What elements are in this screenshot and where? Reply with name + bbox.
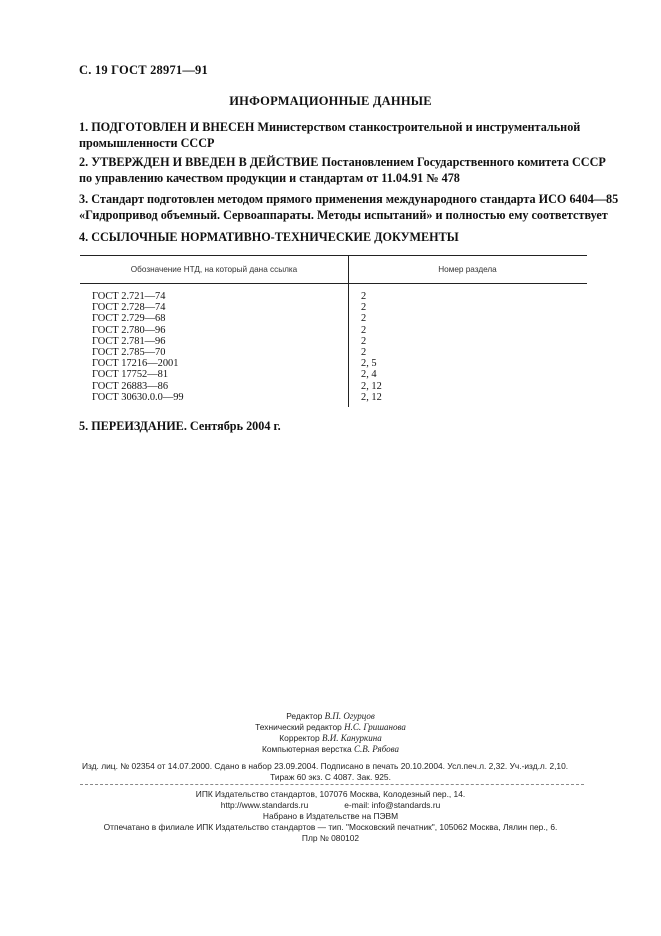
credit-name: В.И. Кануркина (321, 733, 382, 743)
section-title: ИНФОРМАЦИОННЫЕ ДАННЫЕ (229, 94, 432, 108)
credit-line (0, 711, 661, 722)
table-row (80, 302, 587, 313)
info-item-2 (79, 155, 619, 186)
website-link[interactable]: http://www.standards.ru (220, 800, 309, 810)
imprint-block (0, 789, 661, 844)
publisher-address: ИПК Издательство стандартов, 107076 Москва, Колодезный пер., 14. (195, 789, 466, 799)
item-text: Постановлением Государственного комитета СССР по управлению качеством продукции и стандартам от 11.04.91 № 478 (79, 155, 606, 185)
table-row (80, 392, 587, 403)
credit-role: Корректор (279, 733, 320, 743)
item-number: 4. (79, 230, 89, 244)
table-row (80, 313, 587, 324)
doc-cell: ГОСТ 2.785—70 (92, 346, 166, 358)
table-header-section: Номер раздела (438, 265, 497, 274)
publication-license-line: Изд. лиц. № 02354 от 14.07.2000. Сдано в набор 23.09.2004. Подписано в печать 20.10.2004. Усл.печ.л. 2,32. Уч.-изд.л. 2,10. (82, 761, 569, 771)
footer-divider (80, 784, 584, 785)
item-lead: ПОДГОТОВЛЕН И ВНЕСЕН (91, 120, 255, 134)
info-item-4 (79, 230, 619, 246)
doc-cell: ГОСТ 30630.0.0—99 (92, 391, 184, 403)
credit-role: Технический редактор (255, 722, 342, 732)
table-row (80, 336, 587, 347)
item-text: Стандарт подготовлен методом прямого применения международного стандарта ИСО 6404—85 «Гидропривод объемный. Сервоаппараты. Методы испытаний» и полностью ему соответствует (79, 192, 619, 222)
item-number: 1. (79, 120, 89, 134)
section-cell: 2 (361, 335, 367, 347)
table-header-document: Обозначение НТД, на который дана ссылка (130, 265, 298, 274)
credit-name: В.П. Огурцов (324, 711, 375, 721)
section-cell: 2, 4 (361, 369, 377, 381)
credit-role: Редактор (286, 711, 323, 721)
section-cell: 2, 12 (361, 391, 382, 403)
doc-cell: ГОСТ 17216—2001 (92, 358, 179, 370)
table-row (80, 369, 587, 380)
item-lead: УТВЕРЖДЕН И ВВЕДЕН В ДЕЙСТВИЕ (91, 155, 319, 169)
table-row (80, 381, 587, 392)
contacts-line (0, 800, 661, 811)
doc-cell: ГОСТ 2.780—96 (92, 324, 166, 336)
license-number: Плр № 080102 (301, 833, 360, 843)
table-row (80, 291, 587, 302)
table-row (80, 347, 587, 358)
printed-note: Отпечатано в филиале ИПК Издательство стандартов — тип. "Московский печатник", 105062 Москва, Лялин пер., 6. (103, 822, 558, 832)
table-top-rule (80, 255, 587, 256)
page-header: С. 19 ГОСТ 28971—91 (79, 63, 208, 77)
email-link[interactable]: e-mail: info@standards.ru (344, 800, 441, 810)
section-cell: 2 (361, 324, 367, 336)
doc-cell: ГОСТ 2.721—74 (92, 291, 166, 302)
doc-cell: ГОСТ 2.729—68 (92, 313, 166, 325)
item-text: Министерством станкостроительной и инструментальной промышленности СССР (79, 120, 581, 150)
doc-cell: ГОСТ 17752—81 (92, 369, 169, 381)
item-lead: ССЫЛОЧНЫЕ НОРМАТИВНО-ТЕХНИЧЕСКИЕ ДОКУМЕНТЫ (91, 230, 459, 244)
section-cell: 2 (361, 302, 367, 314)
table-body (80, 291, 587, 403)
item-number: 2. (79, 155, 89, 169)
info-item-1 (79, 120, 619, 151)
table-header-rule (80, 283, 587, 284)
credit-role: Компьютерная верстка (262, 744, 352, 754)
section-cell: 2, 5 (361, 358, 377, 370)
credits-block (0, 711, 661, 755)
reprint-note: 5. ПЕРЕИЗДАНИЕ. Сентябрь 2004 г. (79, 419, 281, 433)
print-run-line: Тираж 60 экз. С 4087. Зак. 925. (270, 772, 391, 782)
credit-line (0, 722, 661, 733)
section-cell: 2 (361, 291, 367, 302)
credit-line (0, 733, 661, 744)
credit-line (0, 744, 661, 755)
doc-cell: ГОСТ 2.781—96 (92, 335, 166, 347)
doc-cell: ГОСТ 26883—86 (92, 380, 169, 392)
section-cell: 2 (361, 313, 367, 325)
doc-cell: ГОСТ 2.728—74 (92, 302, 166, 314)
item-number: 3. (79, 192, 89, 206)
typeset-note: Набрано в Издательстве на ПЭВМ (262, 811, 399, 821)
info-item-3 (79, 192, 619, 223)
section-cell: 2 (361, 346, 367, 358)
credit-name: С.В. Рябова (354, 744, 399, 754)
table-row (80, 325, 587, 336)
credit-name: Н.С. Гришанова (344, 722, 406, 732)
table-row (80, 358, 587, 369)
section-cell: 2, 12 (361, 380, 382, 392)
